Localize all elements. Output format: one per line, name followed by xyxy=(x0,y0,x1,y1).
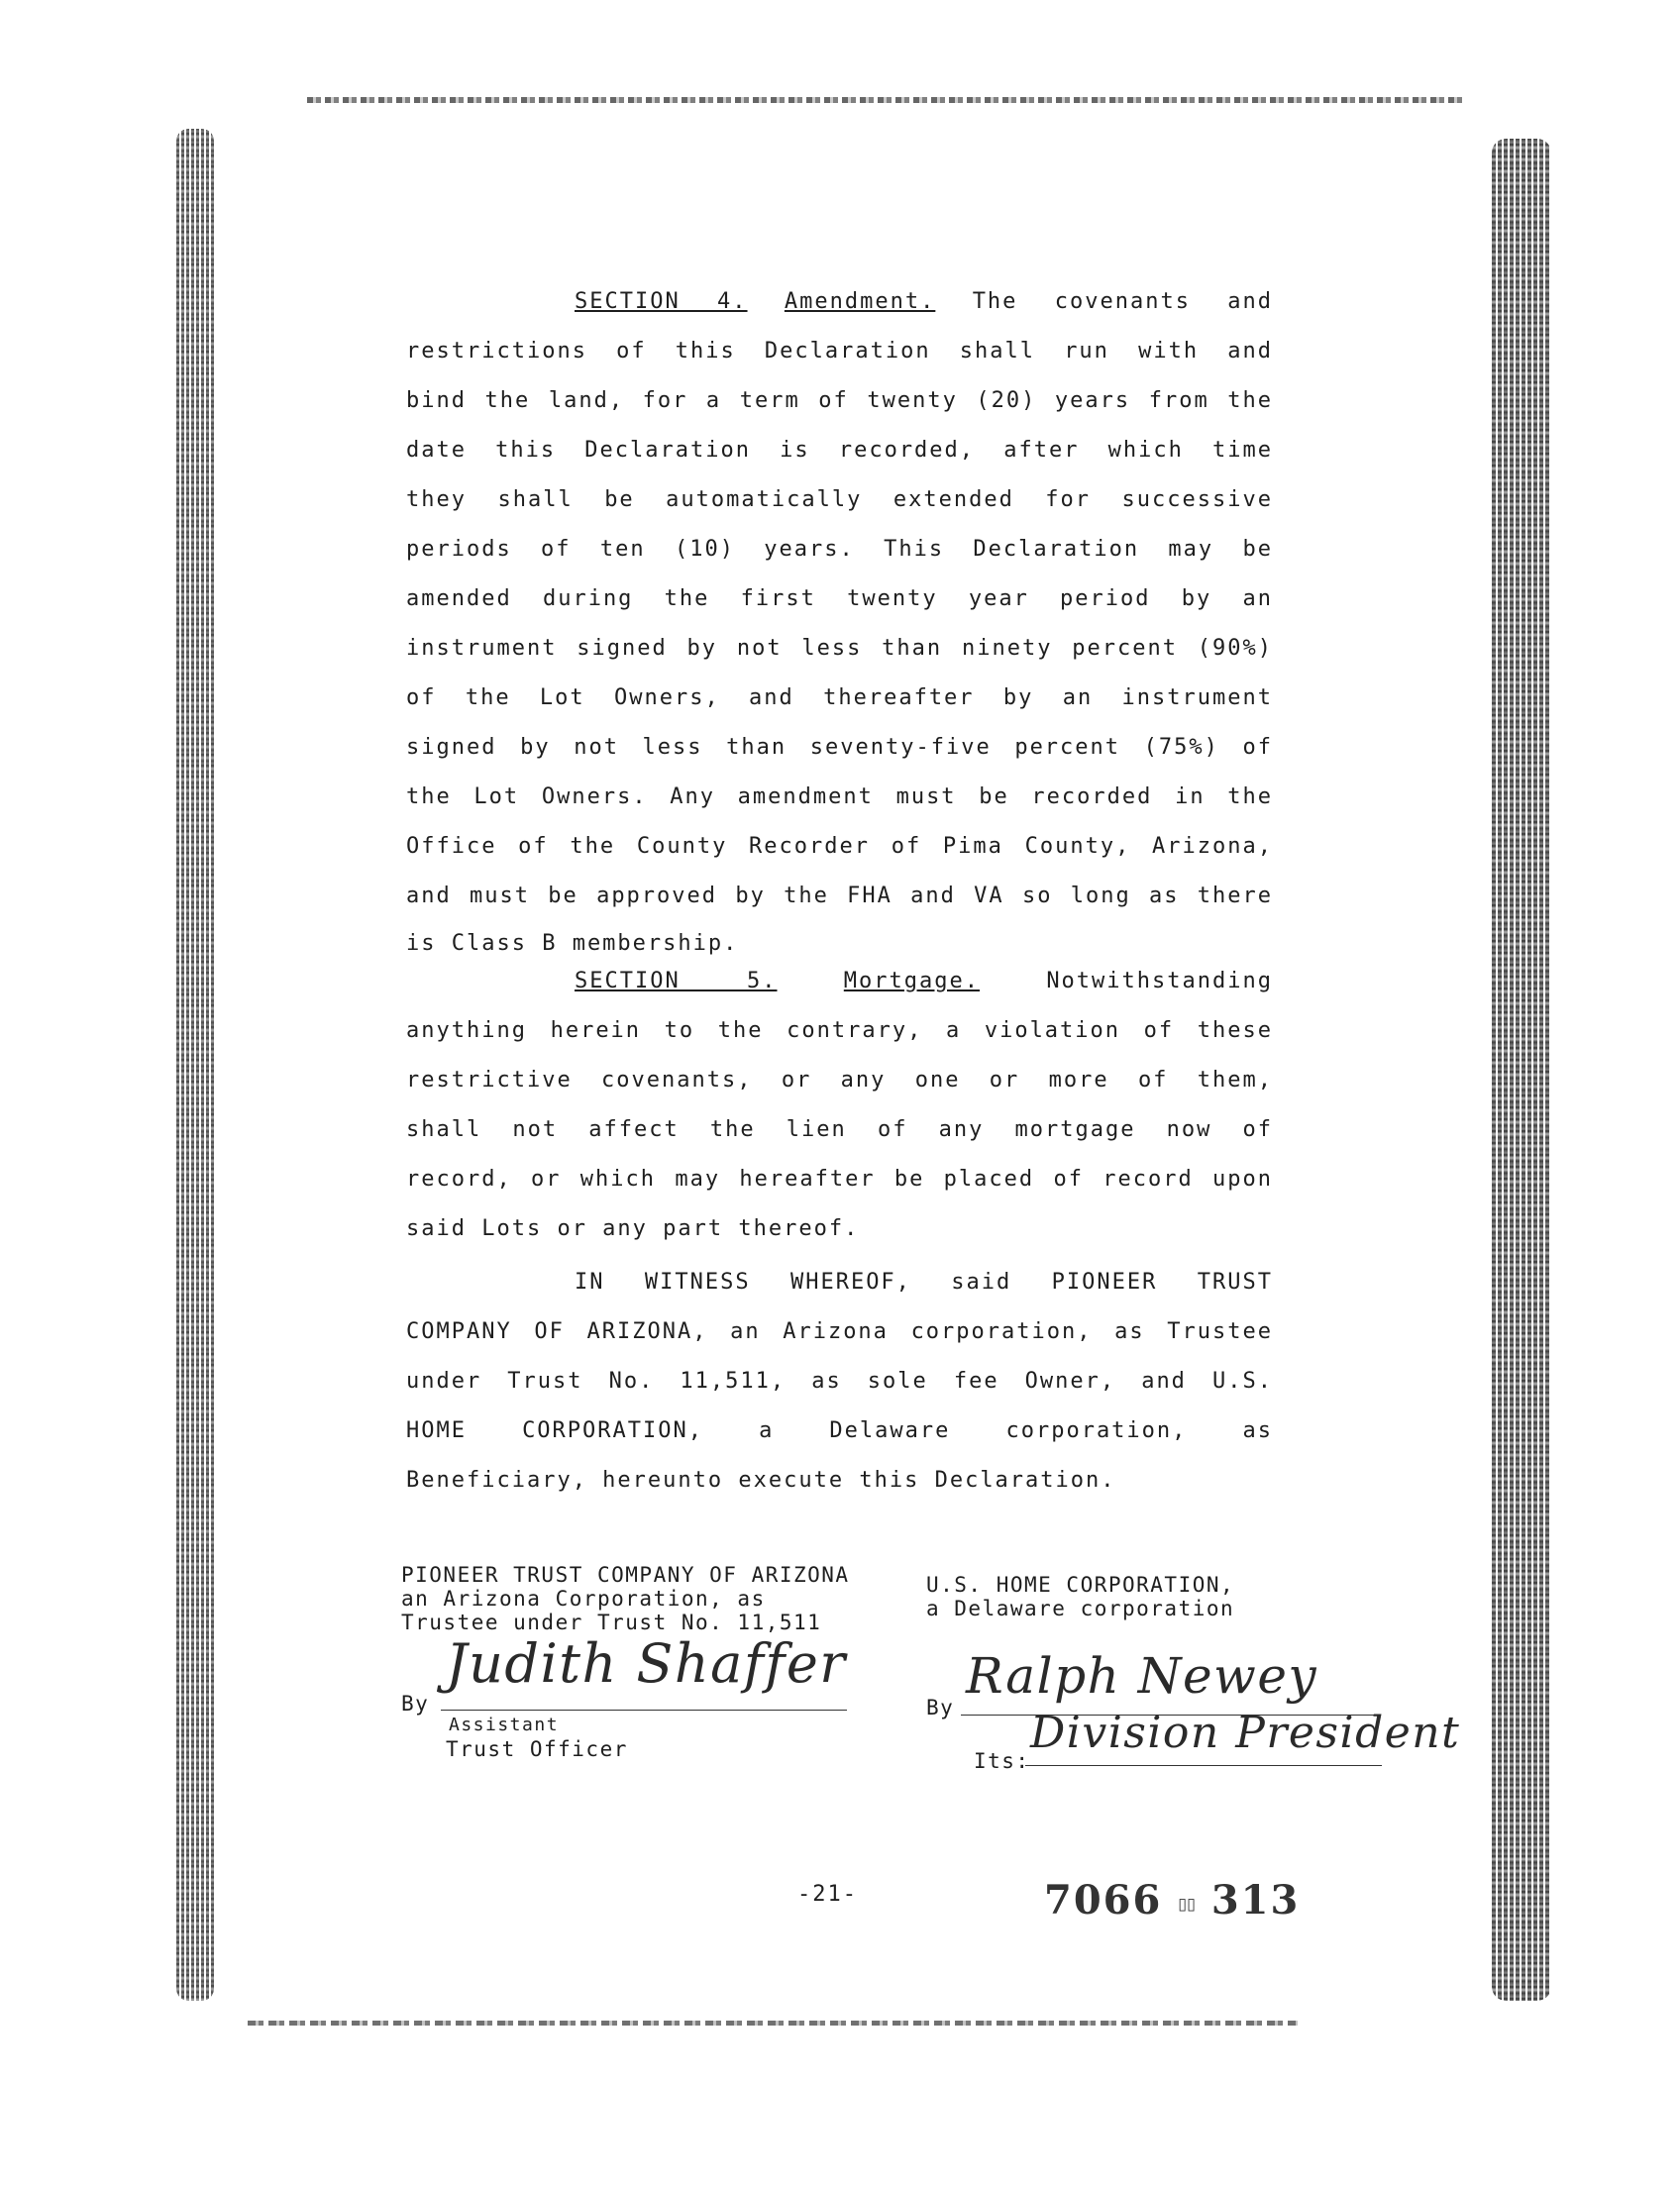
recording-stamp xyxy=(1044,1877,1300,1924)
section-4-line: periods of ten (10) years. This Declaration may be xyxy=(406,537,1273,562)
section-4-line: and must be approved by the FHA and VA so long as there xyxy=(406,884,1273,908)
section-5-title: Mortgage. xyxy=(843,969,981,993)
section-4-line: restrictions of this Declaration shall run with and xyxy=(406,339,1273,364)
section-4-line: date this Declaration is recorded, after which time xyxy=(406,438,1273,463)
signature-left: Judith Shaffer xyxy=(446,1632,847,1695)
section-4-line: Office of the County Recorder of Pima County, Arizona, xyxy=(406,834,1273,859)
section-5-line: Notwithstanding xyxy=(1046,969,1273,993)
stamp-page-number: 313 xyxy=(1210,1877,1301,1924)
stamp-book-number: 7066 xyxy=(1044,1877,1163,1924)
signatory-left-title: Trust Officer xyxy=(446,1737,628,1761)
section-4-line: The covenants and xyxy=(972,289,1274,314)
section-5-line: anything herein to the contrary, a violation of these xyxy=(406,1018,1273,1043)
scan-edge-right xyxy=(1492,139,1551,2001)
section-4-line: the Lot Owners. Any amendment must be recorded in the xyxy=(406,784,1273,809)
section-5-line: shall not affect the lien of any mortgage now of xyxy=(406,1117,1273,1142)
section-4-line: amended during the first twenty year period by an xyxy=(406,586,1273,611)
section-4-line: they shall be automatically extended for successive xyxy=(406,487,1273,512)
signatory-right xyxy=(926,1573,1461,1791)
signatory-right-its-label: Its: xyxy=(974,1749,1030,1773)
signatory-left-line: PIONEER TRUST COMPANY OF ARIZONA xyxy=(401,1563,850,1587)
signatory-left-by-label: By xyxy=(401,1692,430,1716)
signatory-left-title: Assistant xyxy=(449,1715,560,1735)
scan-edge-top xyxy=(307,97,1466,103)
witness-line: IN WITNESS WHEREOF, said PIONEER TRUST xyxy=(575,1270,1273,1295)
signatory-left-line: Trustee under Trust No. 11,511 xyxy=(401,1611,822,1634)
signature-right: Ralph Newey xyxy=(966,1647,1318,1705)
signatory-right-its-value: Division President xyxy=(1030,1708,1461,1758)
section-5-line: restrictive covenants, or any one or more of them, xyxy=(406,1068,1273,1093)
witness-line: HOME CORPORATION, a Delaware corporation, as xyxy=(406,1418,1273,1443)
section-4-heading: SECTION 4. xyxy=(575,289,748,314)
signatory-left-line: an Arizona Corporation, as xyxy=(401,1587,766,1611)
signatory-right-line: U.S. HOME CORPORATION, xyxy=(926,1573,1235,1597)
signature-line xyxy=(441,1710,847,1711)
section-4-first-line xyxy=(575,289,1273,314)
section-5-heading: SECTION 5. xyxy=(575,969,778,993)
witness-line: COMPANY OF ARIZONA, an Arizona corporation, as Trustee xyxy=(406,1319,1273,1344)
section-4-title: Amendment. xyxy=(784,289,936,314)
section-5-line: record, or which may hereafter be placed of record upon xyxy=(406,1167,1273,1192)
witness-line: Beneficiary, hereunto execute this Declaration. xyxy=(406,1468,1116,1493)
scan-edge-left xyxy=(176,129,214,2001)
signatory-right-by-label: By xyxy=(926,1696,955,1719)
witness-line: under Trust No. 11,511, as sole fee Owner, and U.S. xyxy=(406,1369,1273,1394)
scan-edge-bottom xyxy=(248,2021,1298,2026)
section-4-line: bind the land, for a term of twenty (20) years from the xyxy=(406,388,1273,413)
stamp-separator-mark: ▯▯ xyxy=(1178,1894,1196,1914)
section-4-line: of the Lot Owners, and thereafter by an instrument xyxy=(406,685,1273,710)
page-number: -21- xyxy=(797,1882,858,1907)
section-5-line: said Lots or any part thereof. xyxy=(406,1216,860,1241)
section-5-first-line xyxy=(575,969,1273,993)
signatory-left xyxy=(401,1563,896,1791)
section-4-line: signed by not less than seventy-five percent (75%) of xyxy=(406,735,1273,760)
its-line xyxy=(1025,1765,1382,1766)
signatory-right-line: a Delaware corporation xyxy=(926,1597,1235,1620)
section-4-line: is Class B membership. xyxy=(406,931,739,956)
section-4-line: instrument signed by not less than ninety percent (90%) xyxy=(406,636,1273,661)
